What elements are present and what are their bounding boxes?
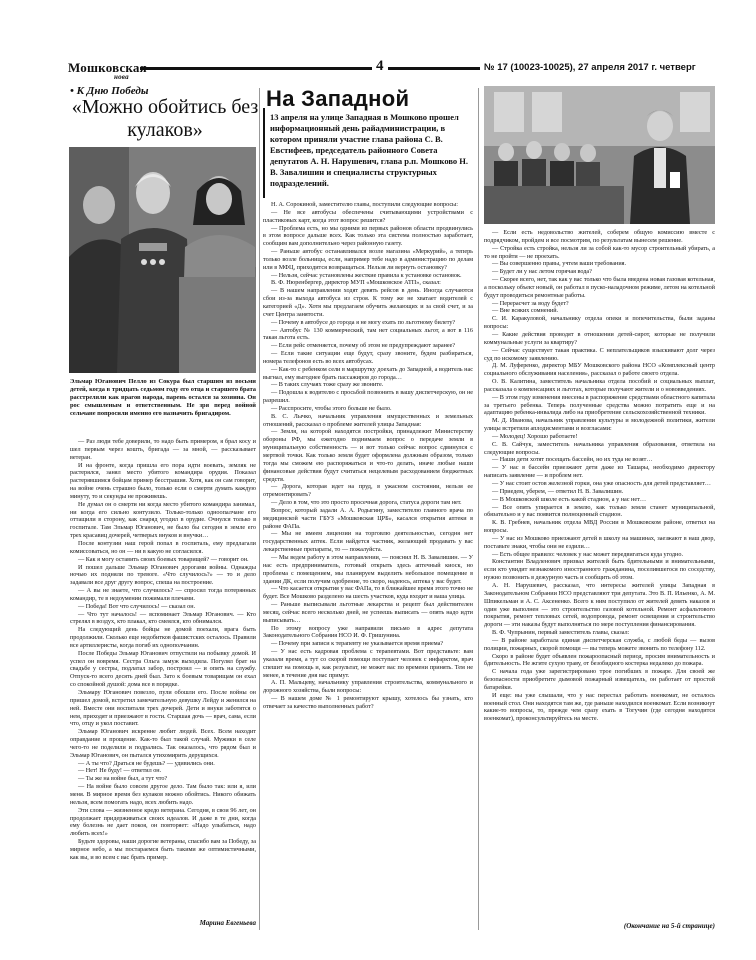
body-paragraph: — Будет ли у нас летом горячая вода? — [492, 268, 592, 276]
body-paragraph: И пошел дальше Эльмар Юганович дорогами войны. Однажды ночью их подняли по тревоге. «Что случилось?» — то и дело задавали все друг другу вопрос, спеша на построение. — [70, 563, 256, 587]
body-paragraph: В. Ф. Нюренбергер, директор МУП «Мошковское АТП», сказал: — [271, 279, 441, 287]
body-paragraph: И еще: вы уже слышали, что у нас перестал работать военкомат, не осталось военный стол. Они находятся там же, где раньше находился военкомат. Если возникнут какие-то вопросы, то, прежде чем сразу ехать в Тогучин (где сегодня находится военкомат), проконсультируйтесь на месте. — [484, 691, 715, 723]
body-paragraph: — А вы не знаете, что случилось? — спросил тогда потерянных командир, те в недоумении пожимали плечами. — [70, 587, 256, 602]
continuation-note: (Окончание на 5-й странице) — [623, 922, 715, 930]
body-paragraph: Эльмару Юганович повезло, пули обошли его. После войны он пришел домой, встретил замечательную девушку Лейду и женился на ней. Вместе они воспитали трех дочерей. Дети и внуки заботятся о нем, приходят и приезжают в гости. Старшая дочь — врач, сама, если что, отцу и укол поставит. — [70, 689, 256, 728]
body-paragraph: — Какие действия проводят в отношении детей-сирот, которые не получили коммунальные услуги за квартиру? — [484, 330, 715, 346]
body-paragraph: — Что тут началось! — вспоминает Эльмар Юганович. — Кто стрелял в воздух, кто плакал, кто смеялся, кто обнимался. — [70, 610, 256, 626]
article-lead: 13 апреля на улице Западная в Мошково прошел информационный день райадминистрации, в котором приняли участие глава района С. В. Евстифеев, председатель районного Совета депутатов А. Н. Нарушевич, глава р.п. Мошково Н. В. Завалишин и специалисты структурных подразделений. — [270, 112, 469, 188]
body-paragraph: — Как я могу оставить своих боевых товарищей? — говорит он. — [78, 555, 249, 563]
left-article-body — [70, 438, 256, 923]
body-paragraph: — Если такие ситуации еще будут, сразу звоните, будем разбираться, номера телефонов есть во всех автобусах. — [263, 350, 473, 365]
body-paragraph: — Почему при записи к терапевту не указывается время приема? — [271, 640, 444, 648]
page-header — [68, 58, 718, 82]
body-paragraph: — Молодец! Хорошо работаете! — [492, 432, 578, 440]
issue-line: № 17 (10023-10025), 27 апреля 2017 г. четверг — [480, 62, 696, 73]
body-paragraph: — Наши дети хотят посещать бассейн, но их туда не возят… — [492, 456, 653, 464]
body-paragraph: — В нашем доме № 1 ремонтируют крышу, хотелось бы узнать, кто отвечает за качество выполненных работ? — [263, 695, 473, 710]
body-paragraph: — Все опять упирается в землю, как только земля станет муниципальной, обязательно и у вас появится полноценный стадион. — [484, 503, 715, 519]
body-paragraph: Скоро в районе будет объявлен пожароопасный период, просим внимательность и бдительность. Не жгите сухую траву, от безобидного костерка недалеко до пожара. — [484, 652, 715, 668]
body-paragraph: На следующий день бойцы не домой поехали, врага быть продолжили. Сколько еще недобитков фашистских осталось. Правили все артиллеристы, когда погиб их однополчанин. — [70, 626, 256, 649]
meeting-photo — [484, 86, 715, 224]
body-paragraph: С начала года уже зарегистрировано трое погибших в пожаре. Для своей же безопасности приобретите дымовой пожарный извещатель, он работает от простой батарейки. — [484, 668, 715, 691]
body-paragraph: Не думал он о смерти ни когда место убитого командира занимал, ни когда его сильно контузило. Только-только одноопалчане его оттащили в сторону, как снаряд угодил в орудие. Очнулся только в госпитале. Там Эльмар Юганович, не было бы сегодня в земле его трех красавиц дочерей, четверых внуков и внучки… — [70, 500, 256, 540]
body-paragraph: — Нельзя, сейчас установлены жесткие правила к установке остановок. — [271, 271, 462, 279]
body-paragraph: — Раньше выписывали льготные лекарства и рецепт был действителен месяц, сейчас всего несколько дней, не успеешь выписать — опять надо идти выписывать… — [263, 601, 473, 624]
body-paragraph: — Дорога, которая идет на пруд, в ужасном состоянии, нельзя ее отремонтировать? — [263, 483, 473, 499]
veteran-photo — [69, 147, 256, 373]
body-paragraph: — Почему в автобусе до города я не могу ехать по льготному билету? — [271, 318, 456, 326]
body-paragraph: — Раз люди тебе доверили, то надо быть примером, я брал косу и шел первым через кошть, бригада — за мной, — рассказывает ветеран. — [70, 438, 256, 461]
article-title: На Западной — [266, 86, 410, 111]
center-article-body-continued — [484, 229, 715, 921]
body-paragraph: — У нас стоит остов железной горки, она уже опасность для детей представляет… — [492, 480, 711, 487]
body-paragraph: — Ты же на войне был, а тут что? — [78, 775, 168, 783]
body-paragraph: — На войне было совсем другое дело. Там было так: или я, или меня. В мирное время без кулаков можно обойтись. Никого обижать нельзя, всем помогать надо, всех любить надо. — [70, 783, 256, 806]
body-paragraph: — Перерасчет за воду будет? — [492, 299, 569, 307]
body-paragraph: О. В. Калитина, заместитель начальника отдела пособий и социальных выплат, рассказала о компенсациях и льготах, которые получают жители и о нововведениях. — [484, 378, 715, 393]
body-paragraph: — Автобус № 130 коммерческий, там нет социальных льгот, а вот в 116 такая льгота есть. — [263, 326, 473, 342]
body-paragraph: — Подошла к водителю с просьбой позвонить в вашу диспетчерскую, он не разрешил. — [263, 389, 473, 405]
body-paragraph: — Проблема есть, но мы одними из первых районов области продвинулись в этом вопросе дальше всех. Как только эта система полностью заработает, сообщим вам дополнительно через районную газету. — [263, 224, 473, 248]
body-paragraph: — Стройка есть стройка, нельзя ли за собой как-то мусор строительный убирать, а то не пройти — не проехать. — [484, 244, 715, 260]
body-paragraph: — Что касается открытия у вас ФАПа, то в ближайшее время этого точно не будет. Все Мошково разделено на шесть участков, куда входит и ваша улица. — [263, 585, 473, 601]
body-paragraph: — В этом году изменения внесены в распоряжение средствами областного капитала за третьего ребенка. Теперь полученные средства можно потратить еще и на адаптацию ребенка-инвалида либо на приобретение сельскохозяйственной техники. — [484, 393, 715, 417]
body-paragraph: — У нас в бассейн приезжают дети даже из Ташары, необходимо директору написать заявление — и проблем нет. — [484, 464, 715, 480]
body-paragraph: В. Ф. Чупрынин, первый заместитель главы, сказал: — [492, 629, 630, 637]
body-paragraph: — Победа! Вот что случилось! — сказал он. — [78, 602, 196, 610]
body-paragraph: После Победы Эльмар Юганович отпустили на побывку домой. И успел он вовремя. Сестра Ольга замуж выходила. Погулял брат на свадьбе у сестры, подлатал забор, построил — и опять на службу. Отпуск-то всего десять дней был. Зато к боевым товарищам он ехал со спокойной душой: дома все в порядке. — [70, 649, 256, 689]
body-paragraph: — У нас из Мошково приезжают детей в школу на машинах, заезжают в наш двор, поставьте знаки, чтобы они не ездили… — [484, 534, 715, 550]
body-paragraph: Будьте здоровы, наши дорогие ветераны, спасибо вам за Победу, за мирное небо, а мы постараемся быть такими же оптимистичными, как вы, и во всем с вас брать пример. — [70, 838, 256, 861]
column-divider — [259, 88, 260, 930]
column-divider — [478, 88, 479, 930]
body-paragraph: — Нет! Не буду! — ответил он. — [78, 767, 162, 775]
body-paragraph: По этому вопросу уже направили письмо в адрес депутата Законодательного Собрания НСО И. Ф. Гришунина. — [263, 624, 473, 640]
body-paragraph: — Вне всяких сомнений. — [492, 307, 559, 315]
lead-accent-rule — [263, 108, 265, 198]
body-paragraph: — Раньше автобус останавливался возле магазина «Меркурий», а теперь только возле больницы, если, например тебе надо в администрацию по делам или в МФЦ, приходится возвращаться. Нельзя ли вернуть остановку? — [263, 248, 473, 271]
body-paragraph: Н. А. Сорокиной, заместителю главы, поступили следующие вопросы: — [271, 201, 458, 208]
body-paragraph: — У нас есть кадровая проблема с терапевтами. Вот представьте: вам указали время, а тут со скорой помощи поступает человек с инфарктом, врач спешит на помощь и, как результат, не может вас по времени принять. Тем не менее, в течение дня вас примут. — [263, 648, 473, 679]
body-paragraph: — Не все автобусы обеспечены считывающими устройствами с пластиковых карт, когда этот вопрос решится? — [263, 208, 473, 224]
body-paragraph: — В таких случаях тоже сразу же звоните. — [271, 381, 384, 389]
body-paragraph: В. С. Лычко, начальник управления имущественных и земельных отношений, рассказал о проблеме жителей улицы Западная: — [263, 412, 473, 428]
body-paragraph: — Мы не имеем лицензии на торговлю деятельностью, сегодня нет государственных аптек. Если найдется частник, желающий продавать у вас лекарственные препараты, то — пожалуйста. — [263, 530, 473, 554]
body-paragraph: А. П. Мальцеву, начальнику управления строительства, коммунального и дорожного хозяйства, были вопросы: — [263, 679, 473, 695]
body-paragraph: С. И. Каракуловой, начальнику отдела опеки и попечительства, были заданы вопросы: — [484, 315, 715, 331]
body-paragraph: — Если есть недовольство жителей, соберем общую комиссию вместе с подрядчиком, пройдем и все посмотрим, по результатам вынесем решение. — [484, 229, 715, 244]
body-paragraph: После контузии наш герой попал в госпиталь, ему предлагали комиссоваться, но он — ни в какую не согласился. — [70, 539, 256, 555]
body-paragraph: — В нашем направлении ходят девять рейсов в день. Иногда случаются сбои из-за выхода автобуса из строя. К тому же не хватает водителей с категорией «Д». Хотя мы предлагаем обучить желающих и за свой счет, и за счет Центра занятости. — [263, 287, 473, 318]
body-paragraph: — В районе заработала единая диспетчерская служба, с любой беды — вызов полиции, пожарных, скорой помощи — вы теперь можете звонить по телефону 112. — [484, 636, 715, 652]
logo-main: Мошковская — [68, 60, 147, 75]
body-paragraph: — Мы ведем работу в этом направлении, — пояснил Н. В. Завалишин. — У нас есть предприниматель, готовый открыть здесь аптечный киоск, но проблема с помещением, мы планируем выделить небольшое помещение в здании ДК, если получим одобрение, то скоро, надеюсь, аптека у вас будет. — [263, 553, 473, 585]
body-paragraph: К. В. Гребнев, начальник отдела МВД России в Мошковском районе, ответил на вопросы. — [484, 519, 715, 535]
body-paragraph: И на фронте, когда пришла его пора идти воевать, земляк не растерялся, занял место убитого командира орудия. Показал растерявшимся бойцам пример бесстрашия. Хотя, как он сам говорит, на войне очень страшно было, только если о смерти думать каждую минуту, то и секунды не проживешь. — [70, 461, 256, 500]
body-paragraph: — Расспросите, чтобы этого больше не было. — [271, 404, 392, 412]
body-paragraph: Эльмар Юганович искренне любит людей. Всех. Всем находит оправдание и прощение. Как-то был такой случай. Мужики в селе чего-то не поделили и подрались. Так оказалось, что рядом был и Эльмар Юганович, он пытался утихомирить дерущихся. — [70, 728, 256, 759]
body-paragraph: — В Мошковской школе есть какой стадион, а у нас нет… — [492, 495, 647, 503]
body-paragraph: — Сейчас существует такая практика. С неплательщиков взыскивают долг через суд по искомому заявлению. — [484, 346, 715, 362]
center-article-body — [263, 201, 473, 930]
body-paragraph: — Как-то с ребенком сели в маршрутку доехать до Западной, а водитель нас выгнал, ему выгоднее брать пассажиров до города… — [263, 365, 473, 381]
article-lead: Эльмар Юганович Пелло из Сокура был старшим из восьми детей, когда в тридцать седьмом году его отца и старшего брата расстреляли как врагов народа, парень остался за хозяина. Он рос смышленым и ответственным. Не зря перед войной сельчане попросили именно его назначить бригадиром. — [70, 378, 256, 418]
body-paragraph: С. В. Сайчук, заместитель начальника управления образования, ответила на следующие вопросы. — [484, 440, 715, 456]
article-rubric: • К Дню Победы — [70, 85, 149, 97]
newspaper-logo — [68, 60, 147, 81]
body-paragraph: Д. М. Луференко, директор МБУ Мошковского района НСО «Комплексный центр социального обслуживания населения», рассказал о работе своего отдела. — [484, 362, 715, 378]
article-headline: «Можно обойтись без кулаков» — [71, 96, 259, 141]
body-paragraph: — Земля, на которой находятся постройки, принадлежит Министерству обороны РФ, мы ежегодно поднимаем вопрос о передаче земли в муниципальную собственность — и вот только сейчас вопрос сдвинулся с мертвой точки. Как только земля будет оформлена должным образом, только тогда мы сможем ею распоряжаться и что-то делать, иначе любые наши финансовые действия будут считаться нецелевым расходованием бюджетных средств. — [263, 428, 473, 483]
page-number: 4 — [372, 58, 388, 75]
body-paragraph: — Дело в том, что это просто просечная дорога, статуса дороги там нет. — [271, 499, 462, 507]
body-paragraph: — Есть общее правило: человек у нас может передвигаться куда угодно. — [492, 550, 684, 558]
body-paragraph: — Скорее всего, нет, так как у вас только что была введена новая газовая котельная, а поскольку объект новый, он работал в пуско-наладочном режиме, летом на котельной будут проводиться ремонтные работы. — [484, 276, 715, 299]
body-paragraph: Константин Владленович призвал жителей быть бдительными и внимательными, если кто увидит незнакомого иностранного гражданина, поселившегося по соседству, нужно позвонить в дежурную часть и сообщить об этом. — [484, 558, 715, 582]
body-paragraph: — А ты что? Драться не будешь? — удивились они. — [78, 759, 215, 767]
body-paragraph: — Приедем, уберем, — ответил Н. В. Завалишин. — [492, 487, 624, 495]
author-signature: Марина Евгеньева — [199, 919, 256, 927]
body-paragraph: М. Д. Иванова, начальник управления культуры и молодежной политики, жители улицы встретили аплодисментами и возгласами: — [484, 417, 715, 433]
body-paragraph: Вопрос, который задали А. А. Родыгину, заместителю главного врача по медицинской части ГБУЗ «Мошковская ЦРБ», касался открытия аптеки в районе ФАПа. — [263, 506, 473, 530]
body-paragraph: Эти слова — жизненное кредо ветерана. Сегодня, в свои 96 лет, он продолжает придерживаться своих идеалов. И даже в те дни, когда ему болезнь не дает покоя, он повторяет: «Надо улыбаться, надо любить всех!» — [70, 806, 256, 838]
body-paragraph: — Вы совершенно правы, учтем ваши требования. — [492, 260, 627, 268]
body-paragraph: — Если рейс отменяется, почему об этом не предупреждают заранее? — [271, 342, 456, 350]
logo-sub: нова — [114, 73, 129, 81]
body-paragraph: А. Н. Нарушевич, рассказал, что интересы жителей улицы Западная в Законодательном Собрании НСО представляют три депутата. Это В. П. Ильенко, А. М. Шпикельман и А. С. Аксененко. Всего к ним поступило от жителей девять наказов и один уже выполнен — это строительство газовой котельной. Ремонт асфальтового покрытия, ремонт тепловых сетей, водопровода, ремонт освещения и строительство дороги — эти наказы будут выполняться по мере поступления финансирования. — [484, 581, 715, 629]
